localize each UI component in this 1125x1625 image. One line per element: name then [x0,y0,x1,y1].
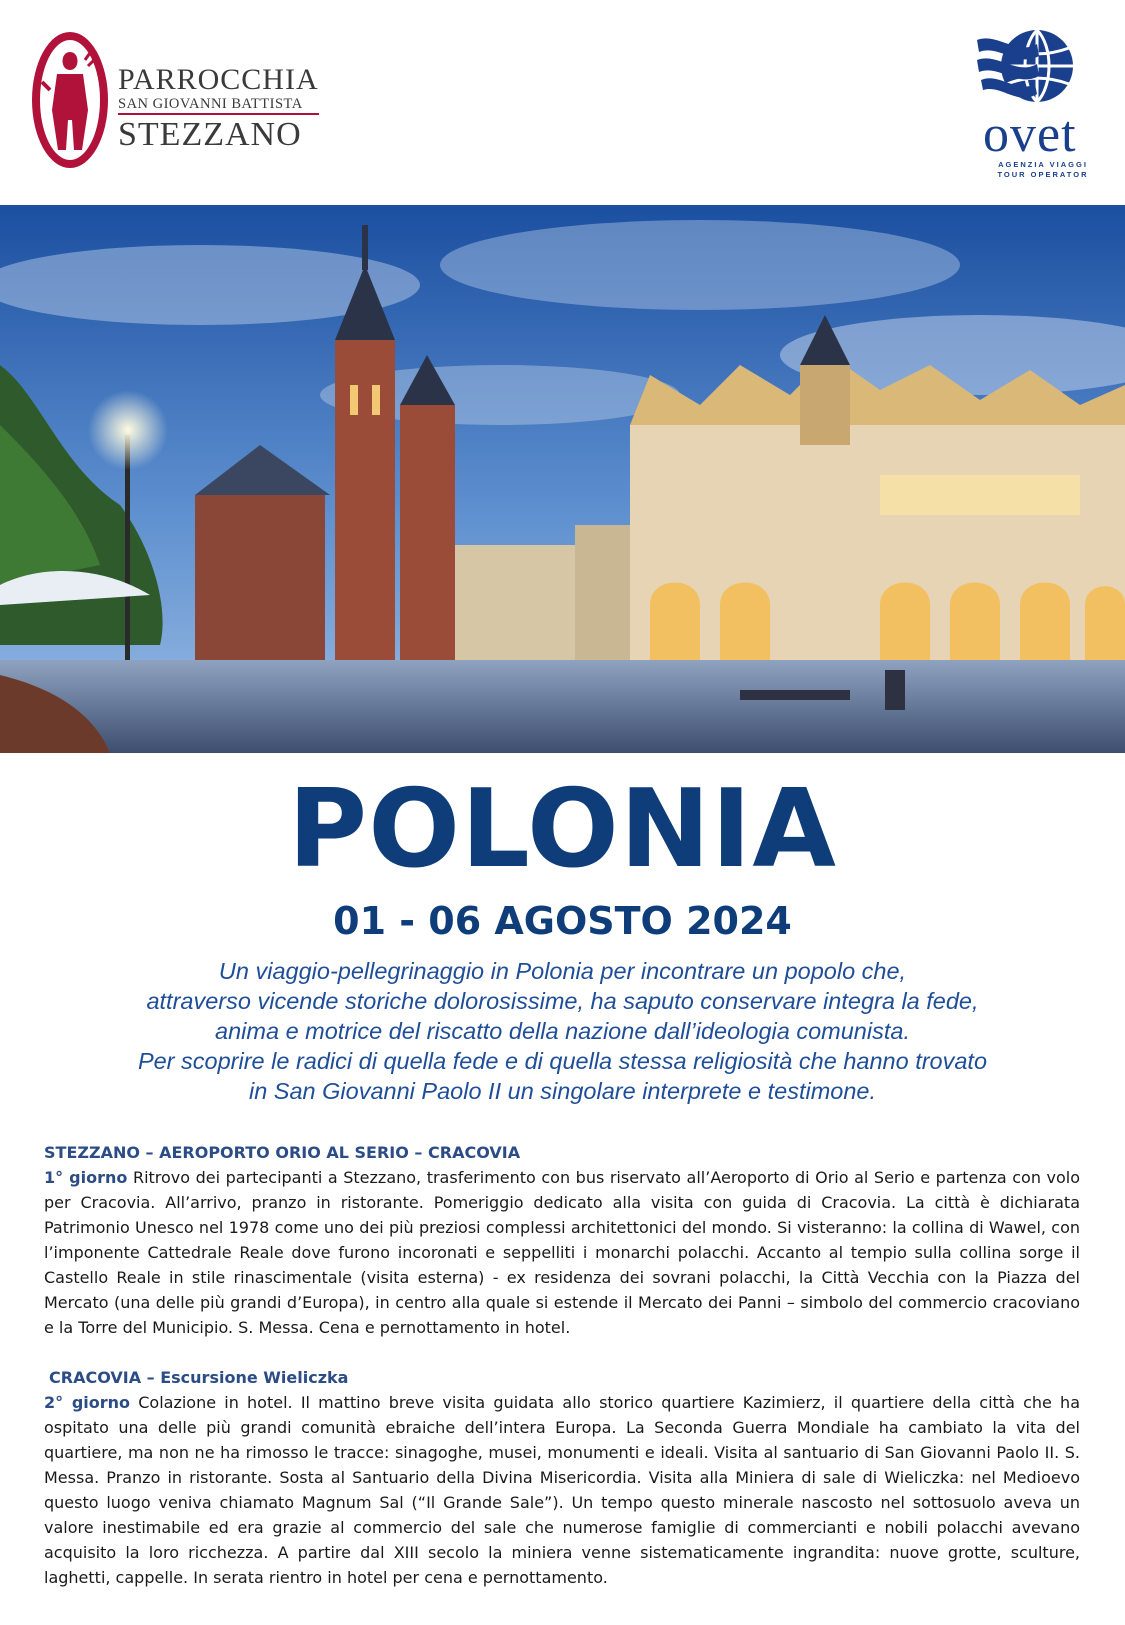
parish-name [118,64,319,153]
globe-icon [977,26,1077,111]
intro-line: Per scoprire le radici di quella fede e di quella stessa religiosità che hanno trovato [137,1048,988,1074]
intro-line: in San Giovanni Paolo II un singolare interprete e testimone. [248,1078,877,1104]
day-description [44,1390,1080,1590]
agency-name: ovet [983,106,1077,163]
day-text: Ritrovo dei partecipanti a Stezzano, trasferimento con bus riservato all’Aeroporto di Orio al Serio e partenza con volo per Cracovia. All’arrivo, pranzo in ristorante. Pomeriggio dedicato alla visita con guida di Cracovia. La città è dichiarata Patrimonio Unesco nel 1978 come uno dei più preziosi complessi architettonici del mondo. Si visteranno: la collina di Wawel, con l’imponente Cattedrale Reale dove furono incoronati e seppelliti i monarchi polacchi. Accanto al tempio sulla collina sorge il Castello Reale in stile rinascimentale (visita esterna) - ex residenza dei sovrani polacchi, la Città Vecchia con la Piazza del Mercato (una delle più grandi d’Europa), in centro alla quale si estende il Mercato dei Panni – simbolo del commercio cracoviano e la Torre del Municipio. S. Messa. Cena e pernottamento in hotel. [44,1168,1081,1337]
agency-subtitle-line2: TOUR OPERATOR [997,170,1089,179]
day-heading: STEZZANO – AEROPORTO ORIO AL SERIO – CRACOVIA [44,1143,521,1162]
day-section [44,1141,1080,1340]
day-label: 1° giorno [44,1168,128,1187]
parish-logo [30,30,330,170]
agency-logo [975,26,1095,186]
agency-subtitle [983,160,1103,180]
parish-line3: STEZZANO [118,113,319,153]
day-section [44,1366,1080,1590]
krakow-market-square-photo [0,205,1125,753]
parish-line2: SAN GIOVANNI BATTISTA [118,96,303,112]
trip-dates: 01 - 06 AGOSTO 2024 [333,899,792,943]
intro-line: anima e motrice del riscatto della nazione dall’ideologia comunista. [215,1018,910,1044]
saint-figure-icon [30,30,110,170]
trip-title: POLONIA [288,767,837,892]
day-text: Colazione in hotel. Il mattino breve visita guidata allo storico quartiere Kazimierz, il quartiere della città che ha ospitato una delle più grandi comunità ebraiche dell’intera Europa. La Seconda Guerra Mondiale ha cambiato la vita del quartiere, ma non ne ha rimosso le tracce: sinagoghe, musei, monumenti e ideali. Visita al santuario di San Giovanni Paolo II. S. Messa. Pranzo in ristorante. Sosta al Santuario della Divina Misericordia. Visita alla Miniera di sale di Wieliczka: nel Medioevo questo luogo veniva chiamato Magnum Sal (“Il Grande Sale”). Un tempo questo minerale nascosto nel sottosuolo aveva un valore inestimabile ed era grazie al commercio del sale che numerose famiglie di commercianti e nobili polacchi avevano acquisito la loro ricchezza. A partire dal XIII secolo la miniera venne sistematicamente ingrandita: nuove grotte, sculture, laghetti, cappelle. In serata rientro in hotel per cena e pernottamento. [44,1393,1081,1587]
intro-line: Un viaggio-pellegrinaggio in Polonia per incontrare un popolo che, [218,958,907,984]
page-header [0,0,1125,205]
parish-line1: PARROCCHIA [118,63,319,96]
day-heading: CRACOVIA – Escursione Wieliczka [49,1368,349,1387]
agency-subtitle-line1: AGENZIA VIAGGI [998,160,1088,169]
intro-line: attraverso vicende storiche dolorosissime, ha saputo conservare integra la fede, [146,988,979,1014]
day-label: 2° giorno [44,1393,131,1412]
hero-image [0,205,1125,753]
day-description [44,1165,1080,1340]
trip-intro [60,956,1065,1106]
